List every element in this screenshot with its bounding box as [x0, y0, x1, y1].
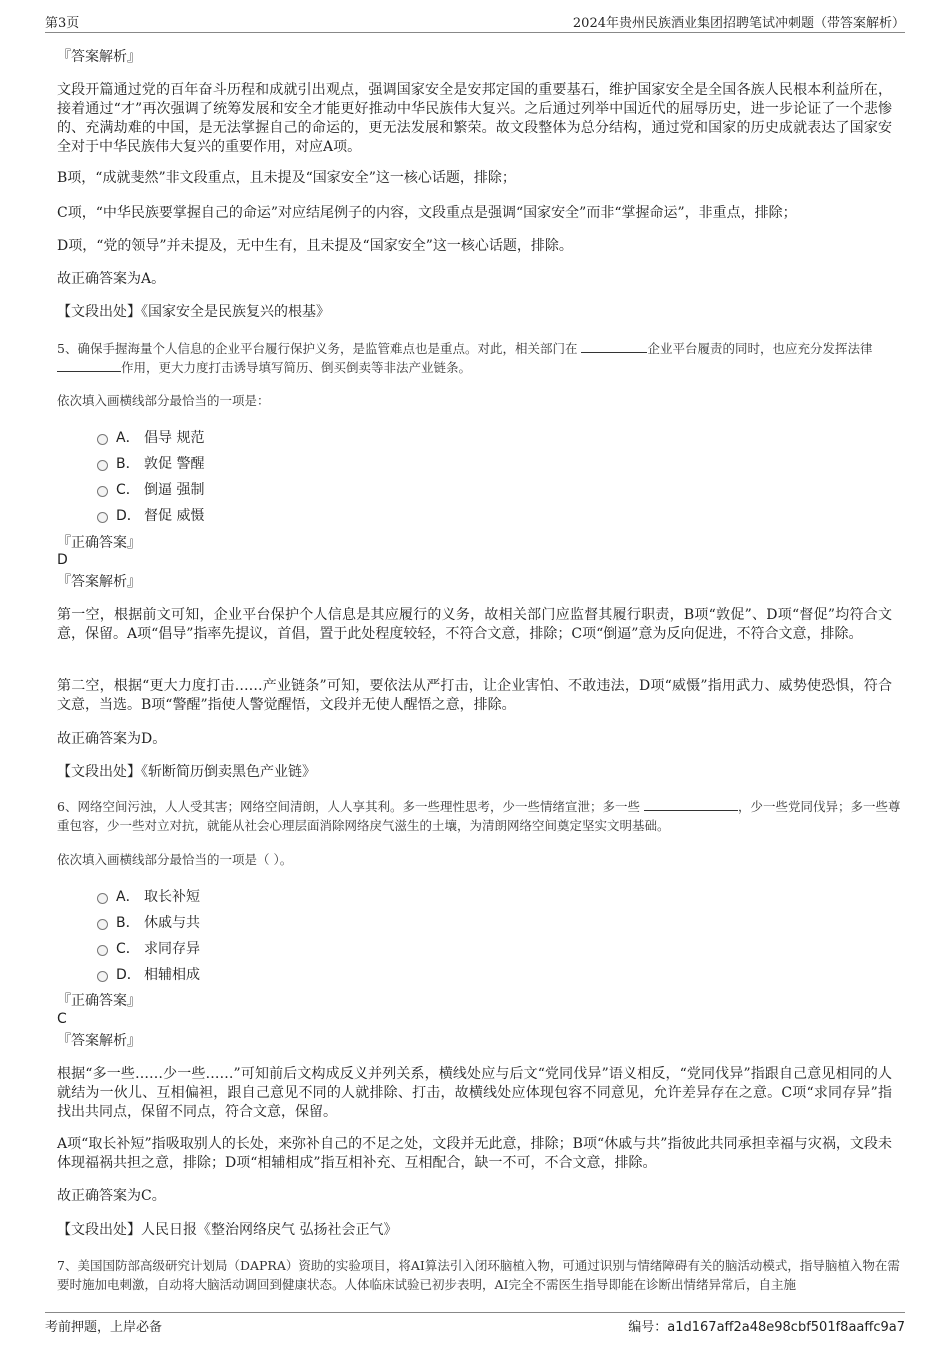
fill-blank [581, 340, 647, 353]
question-stem: 7、美国国防部高级研究计划局（DAPRA）资助的实验项目，将AI算法引入闭环脑植入物，可通过识别与情绪障碍有关的脑活动模式，指导脑植入物在需要时施加电刺激，自动将大脑活动调回到健康状态。人体临床试验已初步表明，AI完全不需医生指导即能在诊断出情绪异常后，自主施 [57, 1258, 900, 1292]
answer-statement: 故正确答案为C。 [57, 1188, 166, 1204]
answer-statement: 故正确答案为A。 [57, 271, 166, 287]
option-b[interactable]: B． 敦促 警醒 [97, 453, 204, 473]
fill-blank [57, 359, 121, 372]
option-c[interactable]: C． 倒逼 强制 [97, 479, 204, 499]
analysis-paragraph: D项，“党的领导”并未提及，无中生有，且未提及“国家安全”这一核心话题，排除。 [57, 238, 573, 254]
question-stem: 6、网络空间污浊，人人受其害；网络空间清朗，人人享其利。多一些理性思考，少一些情绪宣泄；多一些 ，少一些党同伐异；多一些尊重包容，少一些对立对抗，就能从社会心理层面消除网络戾气滋生的土壤，为清朗网络空间奠定坚实文明基础。 [57, 799, 901, 833]
analysis-paragraph: 根据“多一些……少一些……”可知前后文构成反义并列关系，横线处应与后文“党同伐异”语义相反，“党同伐异”指跟自己意见相同的人就结为一伙儿、互相偏袒，跟自己意见不同的人就排除、打击，故横线处应体现包容不同意见，允许差异存在之意。C项“求同存异”指找出共同点，保留不同点，符合文意，保留。 [57, 1066, 892, 1120]
page-number: 第3页 [45, 16, 80, 31]
correct-answer: D [57, 552, 68, 568]
radio-icon[interactable] [97, 486, 108, 497]
correct-answer-label: 『正确答案』 [57, 535, 141, 551]
option-a[interactable]: A． 取长补短 [97, 886, 200, 906]
analysis-label: 『答案解析』 [57, 1033, 141, 1049]
option-d[interactable]: D． 督促 威慑 [97, 505, 204, 525]
radio-icon[interactable] [97, 434, 108, 445]
source-citation: 【文段出处】人民日报《整治网络戾气 弘扬社会正气》 [57, 1222, 398, 1238]
document-code: 编号：a1d167aff2a48e98cbf501f8aaffc9a7 [628, 1320, 905, 1335]
source-citation: 【文段出处】《斩断简历倒卖黑色产业链》 [57, 764, 316, 780]
question-stem: 5、确保手握海量个人信息的企业平台履行保护义务，是监管难点也是重点。对此，相关部门在 企业平台履责的同时，也应充分发挥法律 作用，更大力度打击诱导填写简历、倒买倒卖等非法产业链条。 [57, 341, 873, 375]
document-title: 2024年贵州民族酒业集团招聘笔试冲刺题（带答案解析） [572, 16, 905, 31]
option-d[interactable]: D． 相辅相成 [97, 964, 200, 984]
option-b[interactable]: B． 休戚与共 [97, 912, 200, 932]
answer-statement: 故正确答案为D。 [57, 731, 167, 747]
radio-icon[interactable] [97, 945, 108, 956]
correct-answer: C [57, 1011, 67, 1027]
radio-icon[interactable] [97, 512, 108, 523]
question-instruction: 依次填入画横线部分最恰当的一项是： [57, 393, 270, 408]
analysis-paragraph: B项，“成就斐然”非文段重点，且未提及“国家安全”这一核心话题，排除； [57, 170, 516, 186]
radio-icon[interactable] [97, 971, 108, 982]
analysis-paragraph: 第二空，根据“更大力度打击……产业链条”可知，要依法从严打击，让企业害怕、不敢违法，D项“威慑”指用武力、威势使恐惧，符合文意，当选。B项“警醒”指使人警觉醒悟，文段并无使人醒悟之意，排除。 [57, 678, 892, 713]
radio-icon[interactable] [97, 919, 108, 930]
analysis-label: 『答案解析』 [57, 574, 141, 590]
analysis-paragraph: 文段开篇通过党的百年奋斗历程和成就引出观点，强调国家安全是安邦定国的重要基石，维护国家安全是全国各族人民根本利益所在，接着通过“才”再次强调了统筹发展和安全才能更好推动中华民族伟大复兴。之后通过列举中国近代的屈辱历史，进一步论证了一个悲惨的、充满劫难的中国，是无法掌握自己的命运的，更无法发展和繁荣。故文段整体为总分结构，通过党和国家的历史成就表达了国家安全对于中华民族伟大复兴的重要作用，对应A项。 [57, 82, 892, 155]
source-citation: 【文段出处】《国家安全是民族复兴的根基》 [57, 304, 330, 320]
question-instruction: 依次填入画横线部分最恰当的一项是（ ）。 [57, 852, 293, 867]
analysis-label: 『答案解析』 [57, 49, 141, 65]
fill-blank [644, 798, 738, 811]
footer-slogan: 考前押题，上岸必备 [45, 1320, 163, 1335]
page-footer [45, 1312, 905, 1335]
option-a[interactable]: A． 倡导 规范 [97, 427, 204, 447]
option-c[interactable]: C． 求同存异 [97, 938, 200, 958]
analysis-paragraph: C项，“中华民族要掌握自己的命运”对应结尾例子的内容，文段重点是强调“国家安全”而非“掌握命运”，非重点，排除； [57, 205, 797, 221]
correct-answer-label: 『正确答案』 [57, 993, 141, 1009]
radio-icon[interactable] [97, 893, 108, 904]
analysis-paragraph: 第一空，根据前文可知，企业平台保护个人信息是其应履行的义务，故相关部门应监督其履行职责，B项“敦促”、D项“督促”均符合文意，保留。A项“倡导”指率先提议，首倡，置于此处程度较轻，不符合文意，排除；C项“倒逼”意为反向促进，不符合文意，排除。 [57, 607, 892, 642]
page-header [45, 12, 905, 33]
radio-icon[interactable] [97, 460, 108, 471]
analysis-paragraph: A项“取长补短”指吸取别人的长处，来弥补自己的不足之处，文段并无此意，排除；B项“休戚与共”指彼此共同承担幸福与灾祸，文段未体现福祸共担之意，排除；D项“相辅相成”指互相补充、互相配合，缺一不可，不合文意，排除。 [57, 1136, 892, 1171]
